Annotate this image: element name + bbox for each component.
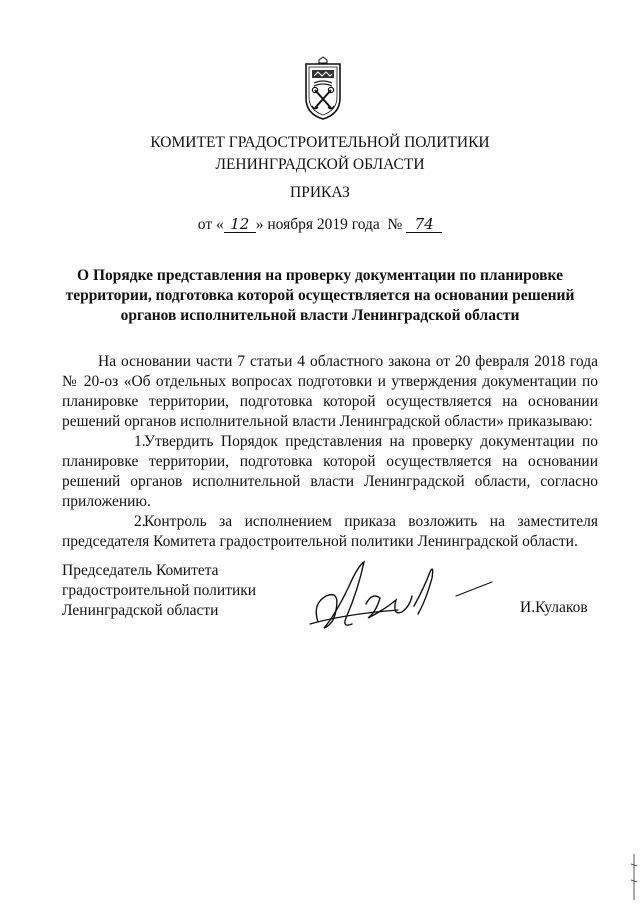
date-prefix: от «: [197, 216, 224, 233]
title-line2: территории, подготовка которой осуществляется на основании решений: [65, 287, 575, 304]
order-body: [62, 352, 598, 552]
signer-name: И.Кулаков: [520, 599, 588, 616]
title-line1: О Порядке представления на проверку документации по планировке: [77, 267, 563, 284]
title-line3: органов исполнительной власти Ленинградской области: [120, 307, 520, 324]
date-day: 12: [224, 217, 256, 233]
document-type: ПРИКАЗ: [290, 184, 350, 201]
organization-name: [0, 132, 640, 176]
item-text: Утвердить Порядок представления на проверку документации по планировке территории, подготовка которой осуществляется на основании решений органов исполнительной власти Ленинградской области, согласно приложению.: [62, 433, 598, 510]
item-text: Контроль за исполнением приказа возложить на заместителя председателя Комитета градостроительной политики Ленинградской области.: [62, 513, 598, 550]
signatory-position: [62, 561, 256, 621]
order-item-1: [62, 432, 598, 512]
position-line2: градостроительной политики: [62, 582, 257, 599]
signature-icon: [306, 544, 502, 652]
coat-of-arms-icon: [302, 56, 344, 122]
date-line: [0, 216, 640, 234]
org-name-line2: ЛЕНИНГРАДСКОЙ ОБЛАСТИ: [215, 156, 425, 173]
position-line3: Ленинградской области: [62, 602, 219, 619]
position-line1: Председатель Комитета: [62, 562, 219, 579]
date-month-year: » ноября 2019 года: [255, 216, 380, 233]
item-number: 2.: [134, 513, 146, 530]
org-name-line1: КОМИТЕТ ГРАДОСТРОИТЕЛЬНОЙ ПОЛИТИКИ: [150, 134, 490, 151]
order-number: 74: [406, 217, 442, 233]
preamble-paragraph: На основании части 7 статьи 4 областного закона от 20 февраля 2018 года № 20-оз «Об отдельных вопросах подготовки и утверждения документации по планировке территории, подготовка которой осуществляется на основании решений органов исполнительной власти Ленинградской области» приказываю:: [62, 353, 598, 430]
scan-edge-mark: [630, 854, 638, 900]
item-number: 1.: [134, 433, 146, 450]
number-label: №: [387, 216, 403, 233]
order-title: [0, 266, 640, 326]
